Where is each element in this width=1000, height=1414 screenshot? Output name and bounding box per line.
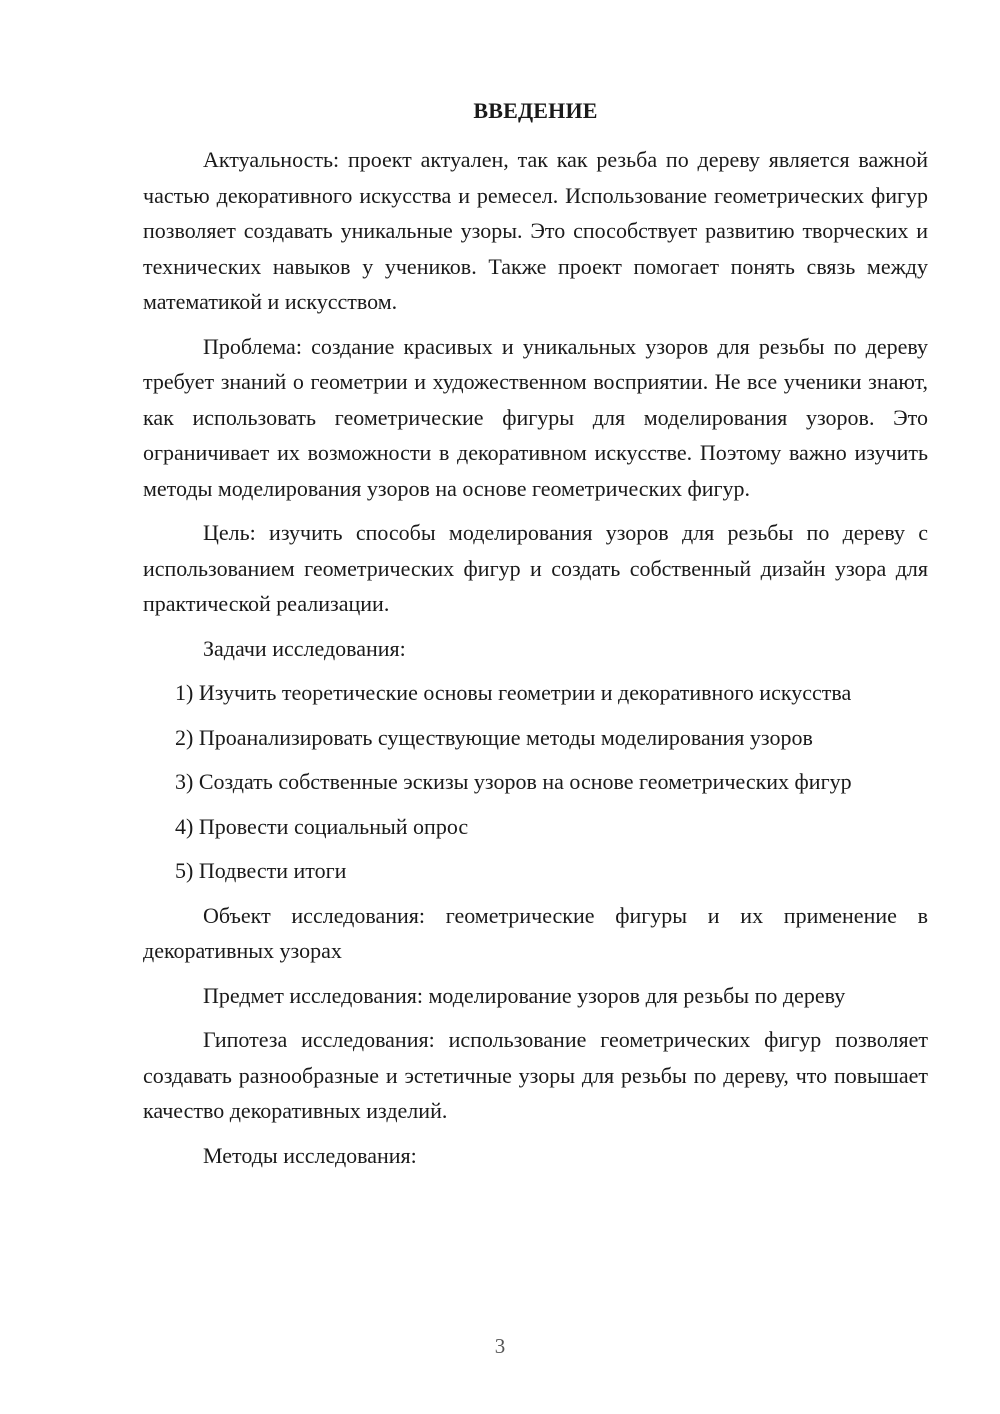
page-title: ВВЕДЕНИЕ (473, 98, 598, 123)
hypothesis-paragraph: Гипотеза исследования: использование геометрических фигур позволяет создавать разнообразные и эстетичные узоры для резьбы по дереву, что повышает качество декоративных изделий. (143, 1027, 928, 1123)
task-item-2: 2) Проанализировать существующие методы моделирования узоров (175, 724, 813, 750)
task-item-4: 4) Провести социальный опрос (175, 813, 469, 839)
relevance-paragraph: Актуальность: проект актуален, так как резьба по дереву является важной частью декоративного искусства и ремесел. Использование геометрических фигур позволяет создавать уникальные узоры. Это способствует развитию творческих и технических навыков у учеников. Также проект помогает понять связь между математикой и искусством. (143, 147, 928, 314)
task-item-5: 5) Подвести итоги (175, 858, 347, 883)
subject-paragraph: Предмет исследования: моделирование узоров для резьбы по дереву (203, 982, 846, 1008)
problem-paragraph: Проблема: создание красивых и уникальных узоров для резьбы по дереву требует знаний о геометрии и художественном восприятии. Не все ученики знают, как использовать геометрические фигуры для моделирования узоров. Это ограничивает их возможности в декоративном искусстве. Поэтому важно изучить методы моделирования узоров на основе геометрических фигур. (143, 333, 928, 501)
methods-heading: Методы исследования: (203, 1142, 417, 1168)
goal-paragraph: Цель: изучить способы моделирования узоров для резьбы по дереву с использованием геометрических фигур и создать собственный дизайн узора для практической реализации. (143, 520, 928, 616)
object-paragraph: Объект исследования: геометрические фигуры и их применение в декоративных узорах (143, 902, 928, 963)
document-page (143, 96, 928, 1182)
task-item-3: 3) Создать собственные эскизы узоров на основе геометрических фигур (175, 769, 852, 794)
task-item-1: 1) Изучить теоретические основы геометрии и декоративного искусства (175, 680, 852, 705)
tasks-heading: Задачи исследования: (203, 635, 406, 661)
page-number: 3 (494, 1334, 506, 1358)
